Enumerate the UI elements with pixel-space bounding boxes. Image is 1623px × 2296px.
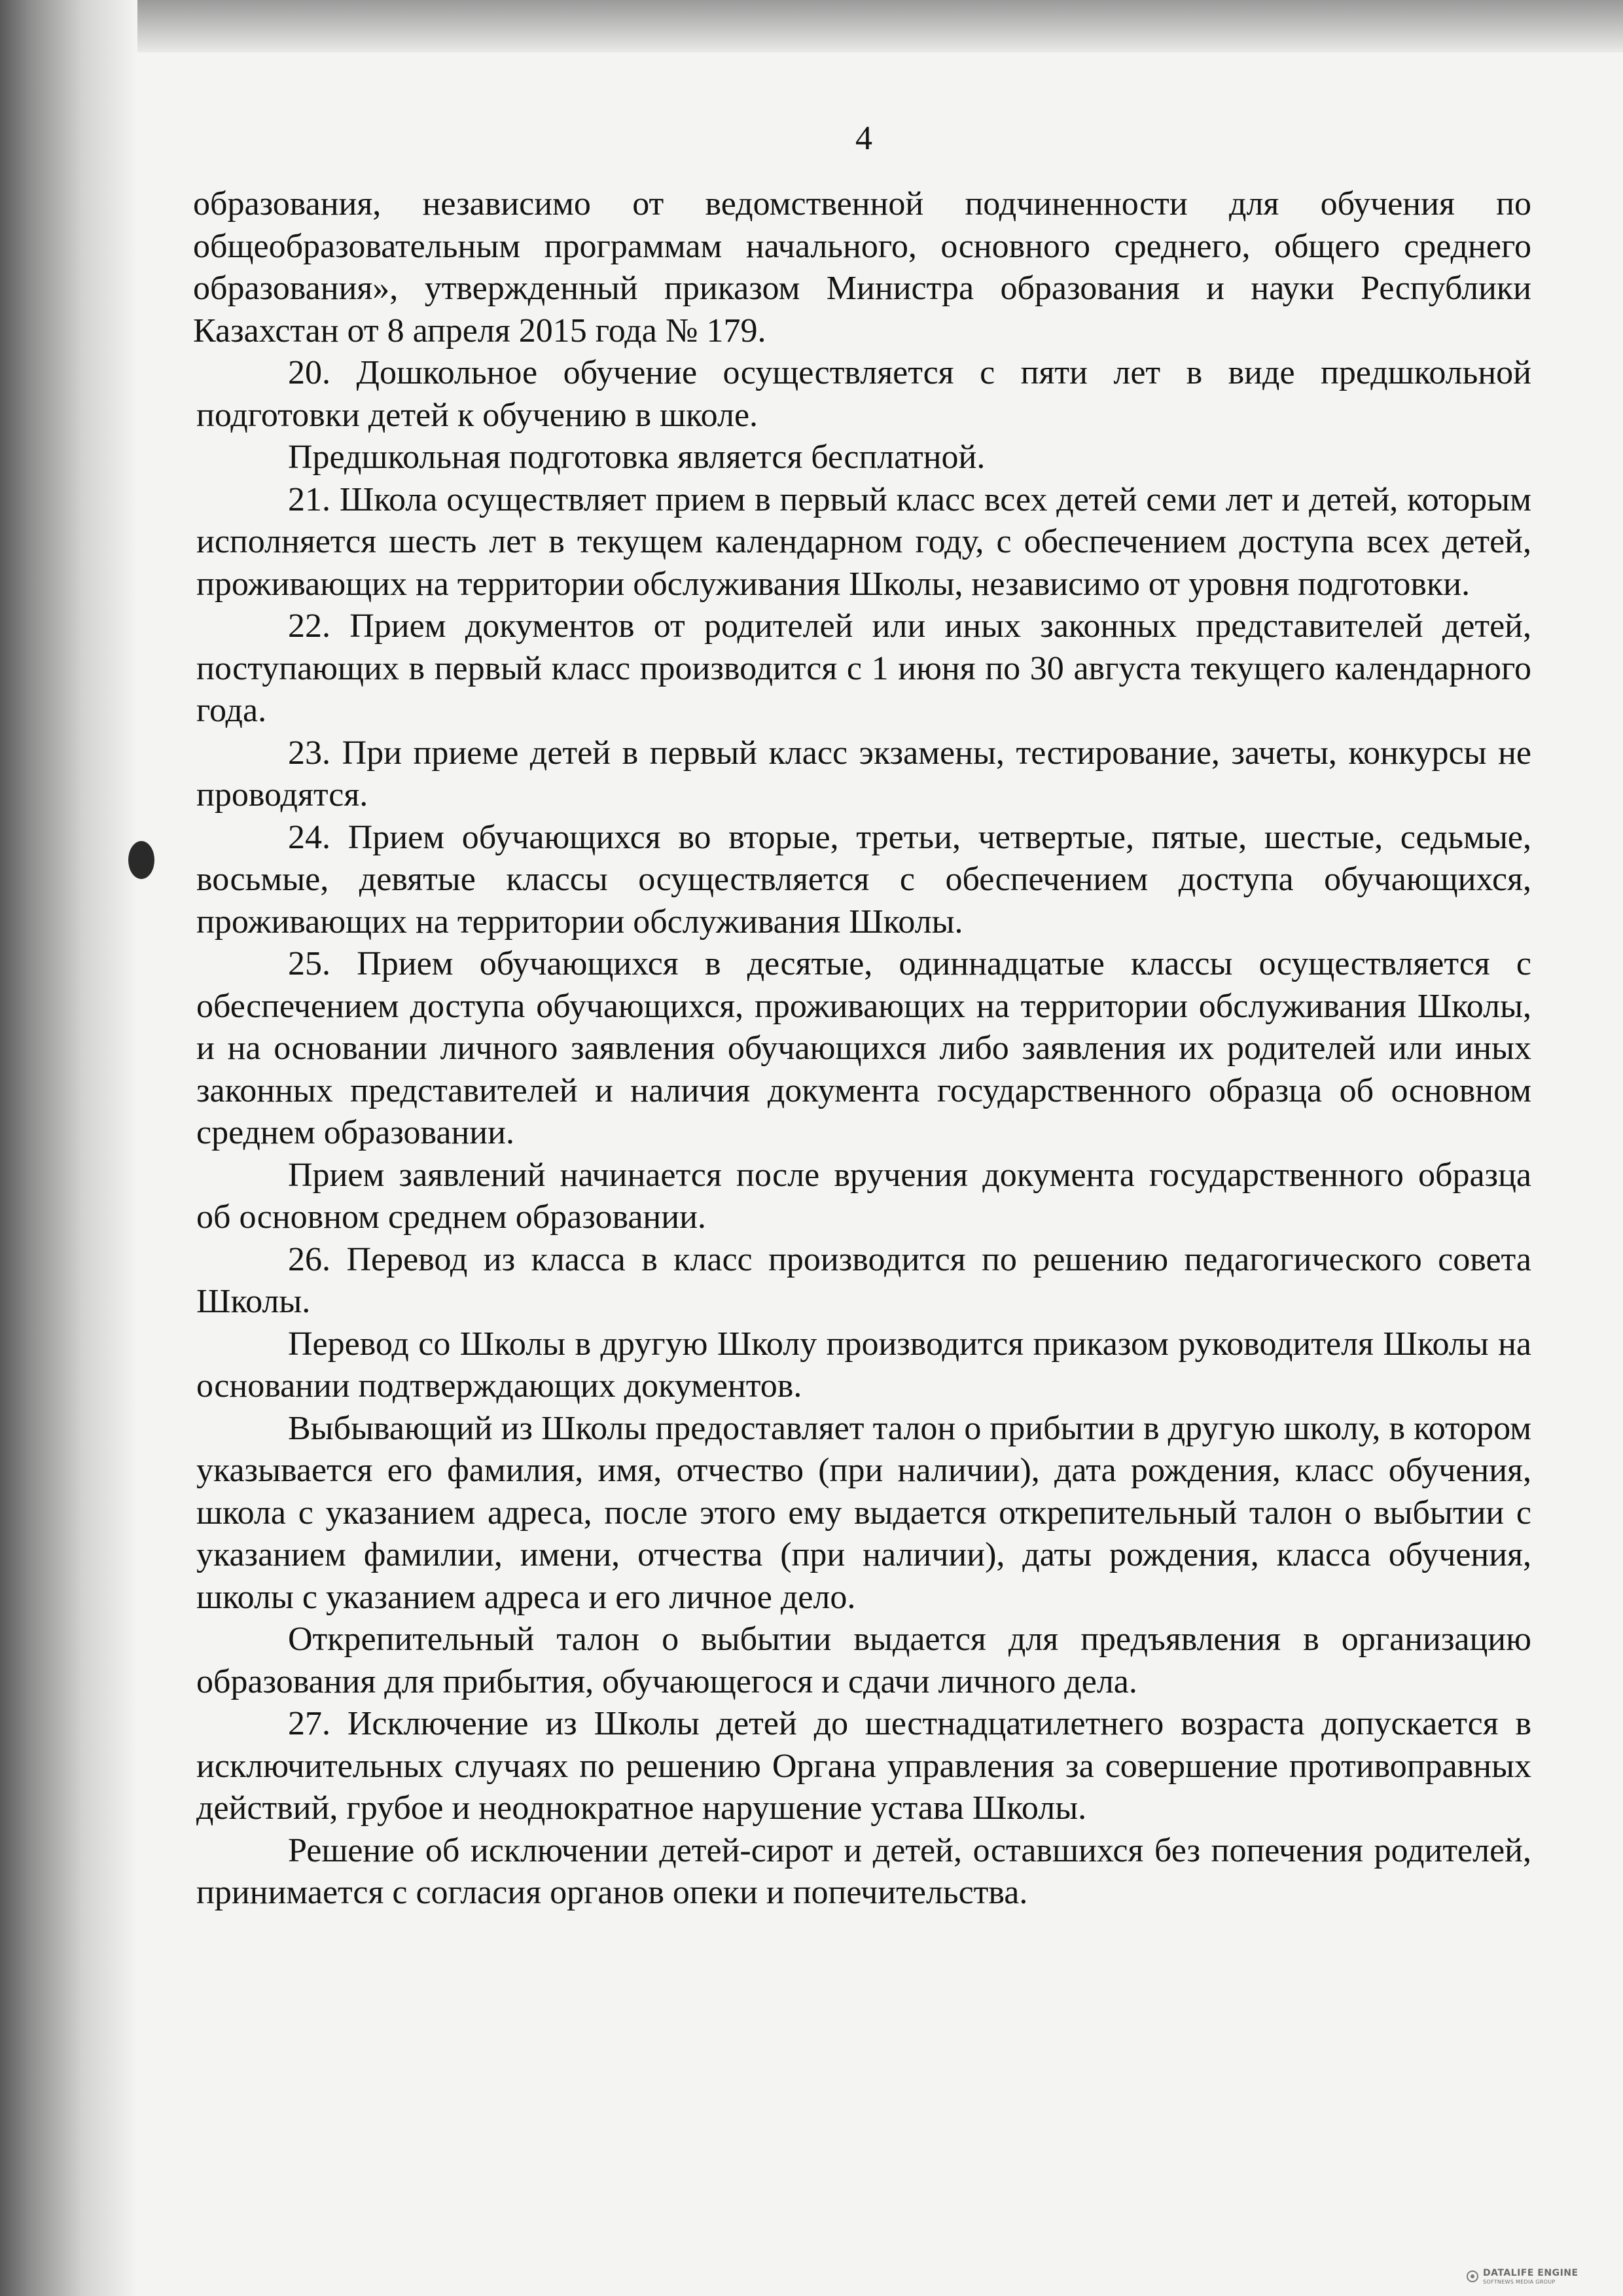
scan-binding-edge [0,0,137,2296]
paragraph-orphans: Решение об исключении детей-сирот и детей, оставшихся без попечения родителей, принимается с согласия органов опеки и попечительства. [196,1831,1531,1911]
paragraph-26: 26. Перевод из класса в класс производится по решению педагогического совета Школы. [196,1240,1531,1320]
paragraph-departing-student: Выбывающий из Школы предоставляет талон о прибытии в другую школу, в котором указывается его фамилия, имя, отчество (при наличии), дата рождения, класс обучения, школа с указанием адреса, после этого ему выдается открепительный талон о выбытии с указанием фамилии, имени, отчества (при наличии), даты рождения, класса обучения, школы с указанием адреса и его личное дело. [196,1409,1531,1616]
paragraph-21: 21. Школа осуществляет прием в первый класс всех детей семи лет и детей, которым исполняется шесть лет в текущем календарном году, с обеспечением доступа всех детей, проживающих на территории обслуживания Школы, независимо от уровня подготовки. [196,480,1531,603]
paragraph-preschool-free: Предшкольная подготовка является бесплатной. [288,439,986,476]
paragraph-27: 27. Исключение из Школы детей до шестнадцатилетнего возраста допускается в исключительных случаях по решению Органа управления за совершение противоправных действий, грубое и неоднократное нарушение устава Школы. [196,1705,1531,1827]
watermark-subtitle: SOFTNEWS MEDIA GROUP [1483,2279,1556,2285]
datalife-logo-icon [1466,2270,1479,2283]
paragraph-transfer: Перевод со Школы в другую Школу производится приказом руководителя Школы на основании подтверждающих документов. [196,1325,1531,1405]
paragraph-22: 22. Прием документов от родителей или иных законных представителей детей, поступающих в первый класс производится с 1 июня по 30 августа текущего календарного года. [196,607,1531,729]
paragraph-25: 25. Прием обучающихся в десятые, одиннадцатые классы осуществляется с обеспечением доступа обучающихся, проживающих на территории обслуживания Школы, и на основании личного заявления обучающихся либо заявления их родителей или иных законных представителей и наличия документа государственного образца об основном среднем образовании. [196,945,1531,1151]
document-page [193,118,1531,2232]
page-number: 4 [855,120,872,157]
punch-hole [128,841,154,879]
watermark-title: DATALIFE ENGINE [1483,2268,1578,2278]
paragraph-detachment-coupon: Открепительный талон о выбытии выдается для предъявления в организацию образования для прибытия, обучающегося и сдачи личного дела. [196,1621,1531,1700]
paragraph-23: 23. При приеме детей в первый класс экзамены, тестирование, зачеты, конкурсы не проводятся. [196,734,1531,814]
paragraph-continuation: образования, независимо от ведомственной подчиненности для обучения по общеобразовательным программам начального, основного среднего, общего среднего образования», утвержденный приказом Министра образования и науки Республики Казахстан от 8 апреля 2015 года № 179. [193,185,1531,350]
paragraph-applications: Прием заявлений начинается после вручения документа государственного образца об основном среднем образовании. [196,1156,1531,1236]
paragraph-24: 24. Прием обучающихся во вторые, третьи, четвертые, пятые, шестые, седьмые, восьмые, девятые классы осуществляется с обеспечением доступа обучающихся, проживающих на территории обслуживания Школы. [196,818,1531,941]
scan-shadow-top [0,0,1623,52]
watermark [1466,2267,1597,2291]
paragraph-20: 20. Дошкольное обучение осуществляется с пяти лет в виде предшкольной подготовки детей к обучению в школе. [196,354,1531,434]
